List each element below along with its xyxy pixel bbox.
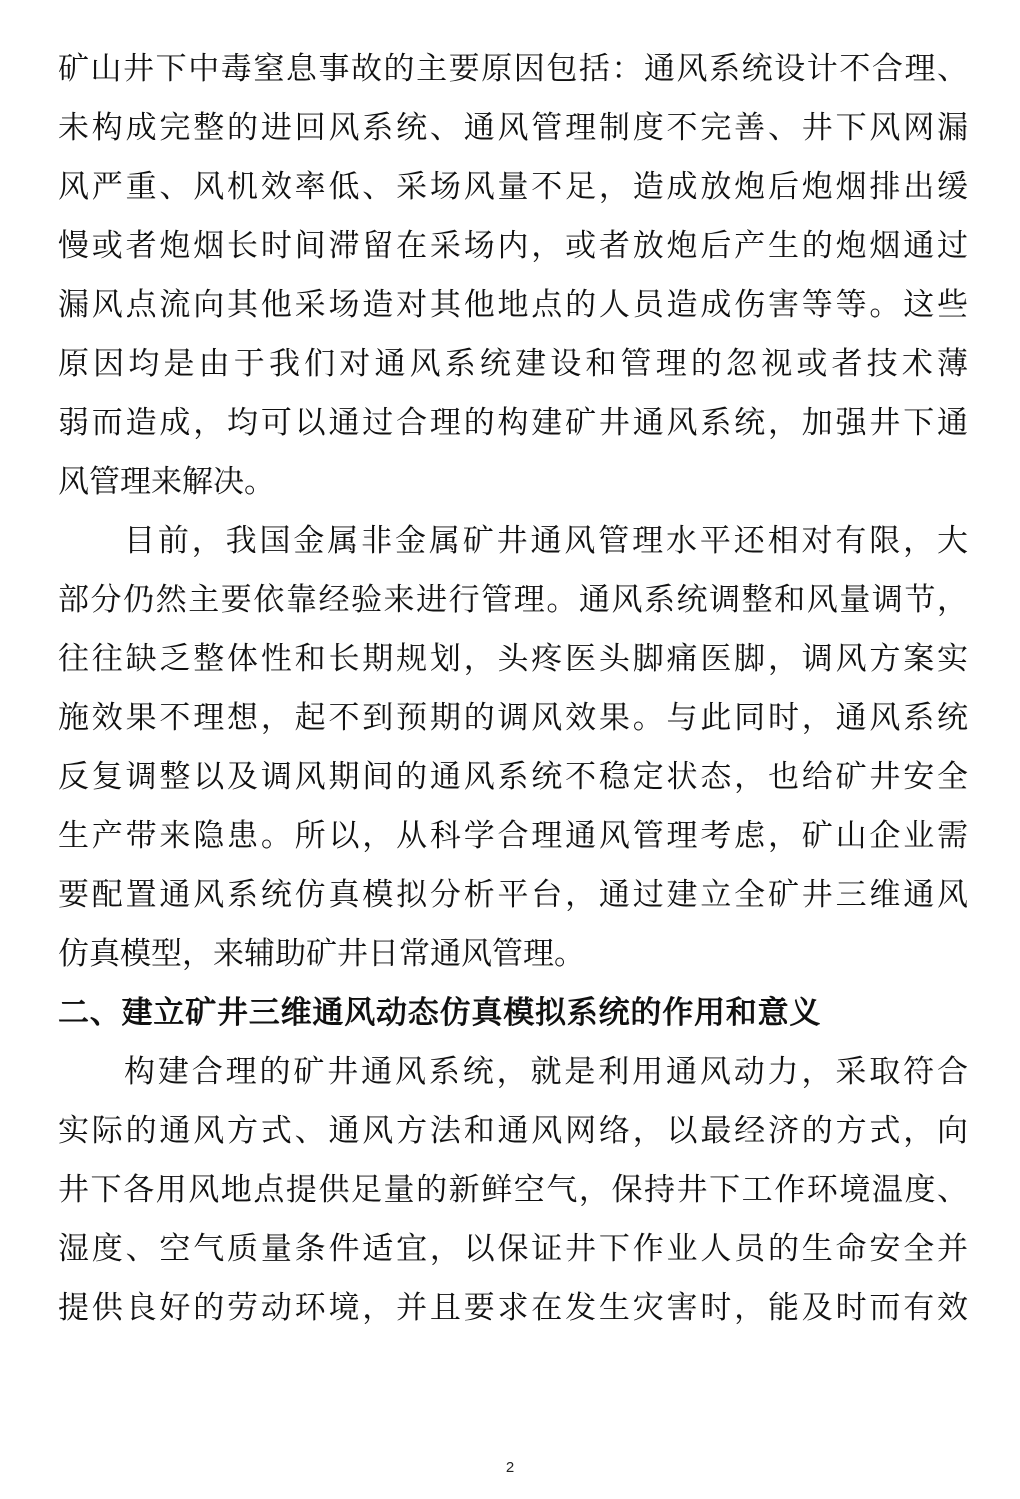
paragraph-line: 井下各用风地点提供足量的新鲜空气，保持井下工作环境温度、 [58, 1172, 968, 1208]
paragraph-line: 漏风点流向其他采场造对其他地点的人员造成伤害等等。这些 [58, 287, 968, 323]
paragraph-line: 实际的通风方式、通风方法和通风网络，以最经济的方式，向 [58, 1113, 968, 1149]
paragraph-line: 生产带来隐患。所以，从科学合理通风管理考虑，矿山企业需 [58, 818, 968, 854]
paragraph-line: 部分仍然主要依靠经验来进行管理。通风系统调整和风量调节， [58, 582, 968, 618]
paragraph-line: 往往缺乏整体性和长期规划，头疼医头脚痛医脚，调风方案实 [58, 641, 968, 677]
paragraph-line: 构建合理的矿井通风系统，就是利用通风动力，采取符合 [124, 1054, 968, 1090]
paragraph-line: 仿真模型，来辅助矿井日常通风管理。 [58, 936, 585, 972]
paragraph-line: 反复调整以及调风期间的通风系统不稳定状态，也给矿井安全 [58, 759, 968, 795]
paragraph-line: 风管理来解决。 [58, 464, 275, 500]
paragraph-line: 未构成完整的进回风系统、通风管理制度不完善、井下风网漏 [58, 110, 968, 146]
paragraph-line: 慢或者炮烟长时间滞留在采场内，或者放炮后产生的炮烟通过 [58, 228, 968, 264]
section-heading: 二、建立矿井三维通风动态仿真模拟系统的作用和意义 [58, 995, 822, 1031]
paragraph-line: 弱而造成，均可以通过合理的构建矿井通风系统，加强井下通 [58, 405, 968, 441]
page-number: 2 [505, 1459, 515, 1476]
paragraph-line: 提供良好的劳动环境，并且要求在发生灾害时，能及时而有效 [58, 1290, 968, 1326]
body-text [58, 40, 968, 1338]
paragraph-line: 风严重、风机效率低、采场风量不足，造成放炮后炮烟排出缓 [58, 169, 968, 205]
paragraph-line: 要配置通风系统仿真模拟分析平台，通过建立全矿井三维通风 [58, 877, 968, 913]
paragraph-line: 施效果不理想，起不到预期的调风效果。与此同时，通风系统 [58, 700, 968, 736]
paragraph-line: 湿度、空气质量条件适宜，以保证井下作业人员的生命安全并 [58, 1231, 968, 1267]
paragraph-line: 矿山井下中毒窒息事故的主要原因包括：通风系统设计不合理、 [58, 51, 968, 87]
paragraph-line: 目前，我国金属非金属矿井通风管理水平还相对有限，大 [124, 523, 968, 559]
paragraph-line: 原因均是由于我们对通风系统建设和管理的忽视或者技术薄 [58, 346, 968, 382]
